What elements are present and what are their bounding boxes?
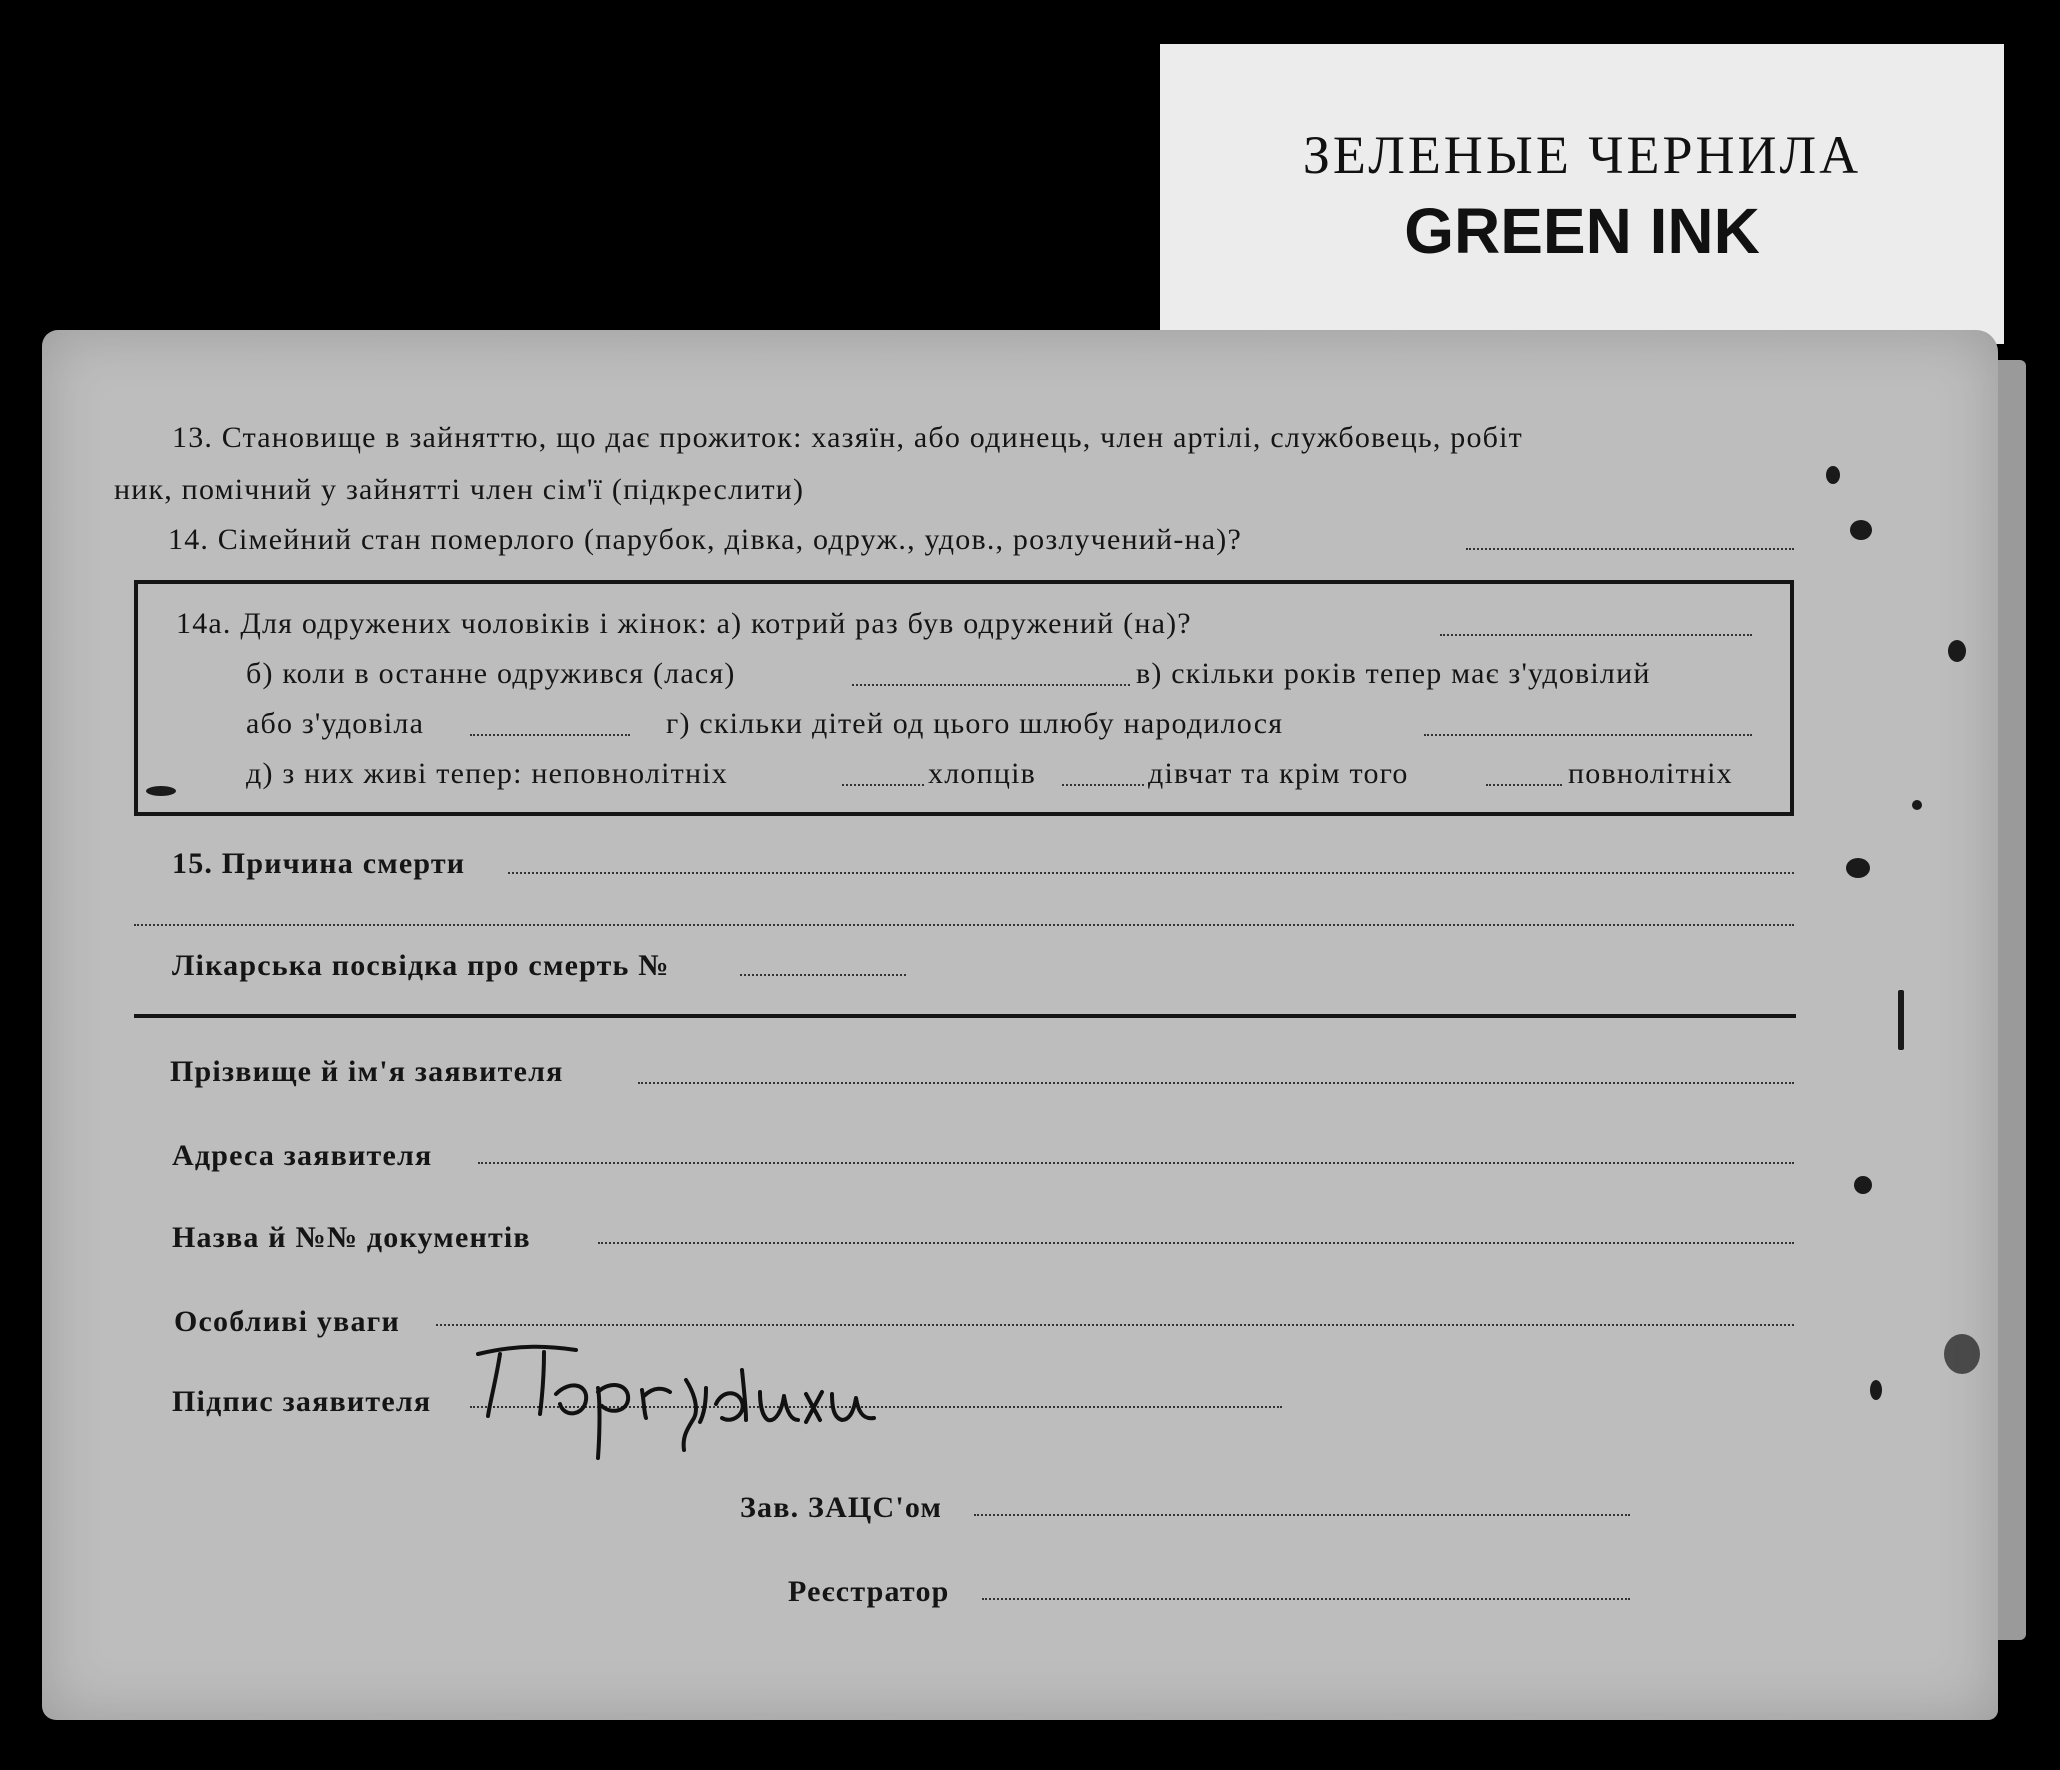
head-of-registry-label: Зав. ЗАЦС'ом xyxy=(740,1491,943,1524)
item-14a-widowed-field[interactable] xyxy=(470,734,630,736)
item-14a-widowed-label: або з'удовіла xyxy=(246,707,425,740)
paper-speck xyxy=(1854,1176,1872,1194)
registrar-field[interactable] xyxy=(982,1598,1630,1600)
applicant-address-field[interactable] xyxy=(478,1162,1794,1164)
special-notes-label: Особливі уваги xyxy=(174,1305,400,1338)
paper-speck xyxy=(1948,640,1966,662)
item-13-line-1: 13. Становище в зайняттю, що дає прожиток: хазяїн, або одинець, член артілі, службовець, робіт xyxy=(172,421,1523,454)
item-14a-girls-label: дівчат та крім того xyxy=(1148,757,1409,790)
item-14a-minors-label: д) з них живі тепер: неповнолітніх xyxy=(246,757,728,790)
item-14a-widowed-years-label: в) скільки років тепер має з'удовілий xyxy=(1136,657,1651,690)
item-14a-when-married-field[interactable] xyxy=(852,684,1130,686)
item-14-label: 14. Сімейний стан померлого (парубок, дівка, одруж., удов., розлучений-на)? xyxy=(168,523,1242,556)
item-14a-times-married-field[interactable] xyxy=(1440,634,1752,636)
paper-speck xyxy=(1870,1380,1882,1400)
applicant-name-field[interactable] xyxy=(638,1082,1794,1084)
item-15-cause-of-death-field-2[interactable] xyxy=(134,924,1794,926)
green-ink-label-ru: ЗЕЛЕНЫЕ ЧЕРНИЛА xyxy=(1302,125,1862,185)
medical-certificate-label: Лікарська посвідка про смерть № xyxy=(172,949,670,982)
item-14-field[interactable] xyxy=(1466,548,1794,550)
item-14a-boys-field[interactable] xyxy=(842,784,924,786)
item-14a-girls-field[interactable] xyxy=(1062,784,1144,786)
paper-stain xyxy=(1944,1334,1980,1374)
green-ink-label-en: GREEN INK xyxy=(1404,195,1760,267)
item-14a-line-1: 14а. Для одружених чоловіків і жінок: а) котрий раз був одружений (на)? xyxy=(176,607,1192,640)
paper-speck xyxy=(1826,466,1840,484)
section-divider xyxy=(134,1014,1796,1018)
documents-label: Назва й №№ документів xyxy=(172,1221,531,1254)
applicant-address-label: Адреса заявителя xyxy=(172,1139,433,1172)
item-14a-children-born-label: г) скільки дітей од цього шлюбу народилося xyxy=(666,707,1284,740)
paper-speck xyxy=(1846,858,1870,878)
registrar-label: Реєстратор xyxy=(788,1575,950,1608)
medical-certificate-field[interactable] xyxy=(740,974,906,976)
paper-speck xyxy=(1850,520,1872,540)
documents-field[interactable] xyxy=(598,1242,1794,1244)
paper-speck xyxy=(146,786,176,796)
handwritten-signature xyxy=(460,1340,880,1460)
green-ink-label-card xyxy=(1160,44,2004,344)
paper-mark xyxy=(1898,990,1904,1050)
item-14a-children-born-field[interactable] xyxy=(1424,734,1752,736)
item-14a-adults-label: повнолітніх xyxy=(1568,757,1733,790)
head-of-registry-field[interactable] xyxy=(974,1514,1630,1516)
applicant-signature-label: Підпис заявителя xyxy=(172,1385,432,1418)
paper-speck xyxy=(1912,800,1922,810)
special-notes-field[interactable] xyxy=(436,1324,1794,1326)
item-13-line-2: ник, помічний у зайнятті член сім'ї (підкреслити) xyxy=(114,473,805,506)
item-15-cause-of-death-field[interactable] xyxy=(508,872,1794,874)
item-15-cause-of-death-label: 15. Причина смерти xyxy=(172,847,466,880)
applicant-name-label: Прізвище й ім'я заявителя xyxy=(170,1055,564,1088)
item-14a-when-married-label: б) коли в останне одружився (лася) xyxy=(246,657,736,690)
item-14a-boys-label: хлопців xyxy=(928,757,1036,790)
item-14a-adults-field[interactable] xyxy=(1486,784,1562,786)
